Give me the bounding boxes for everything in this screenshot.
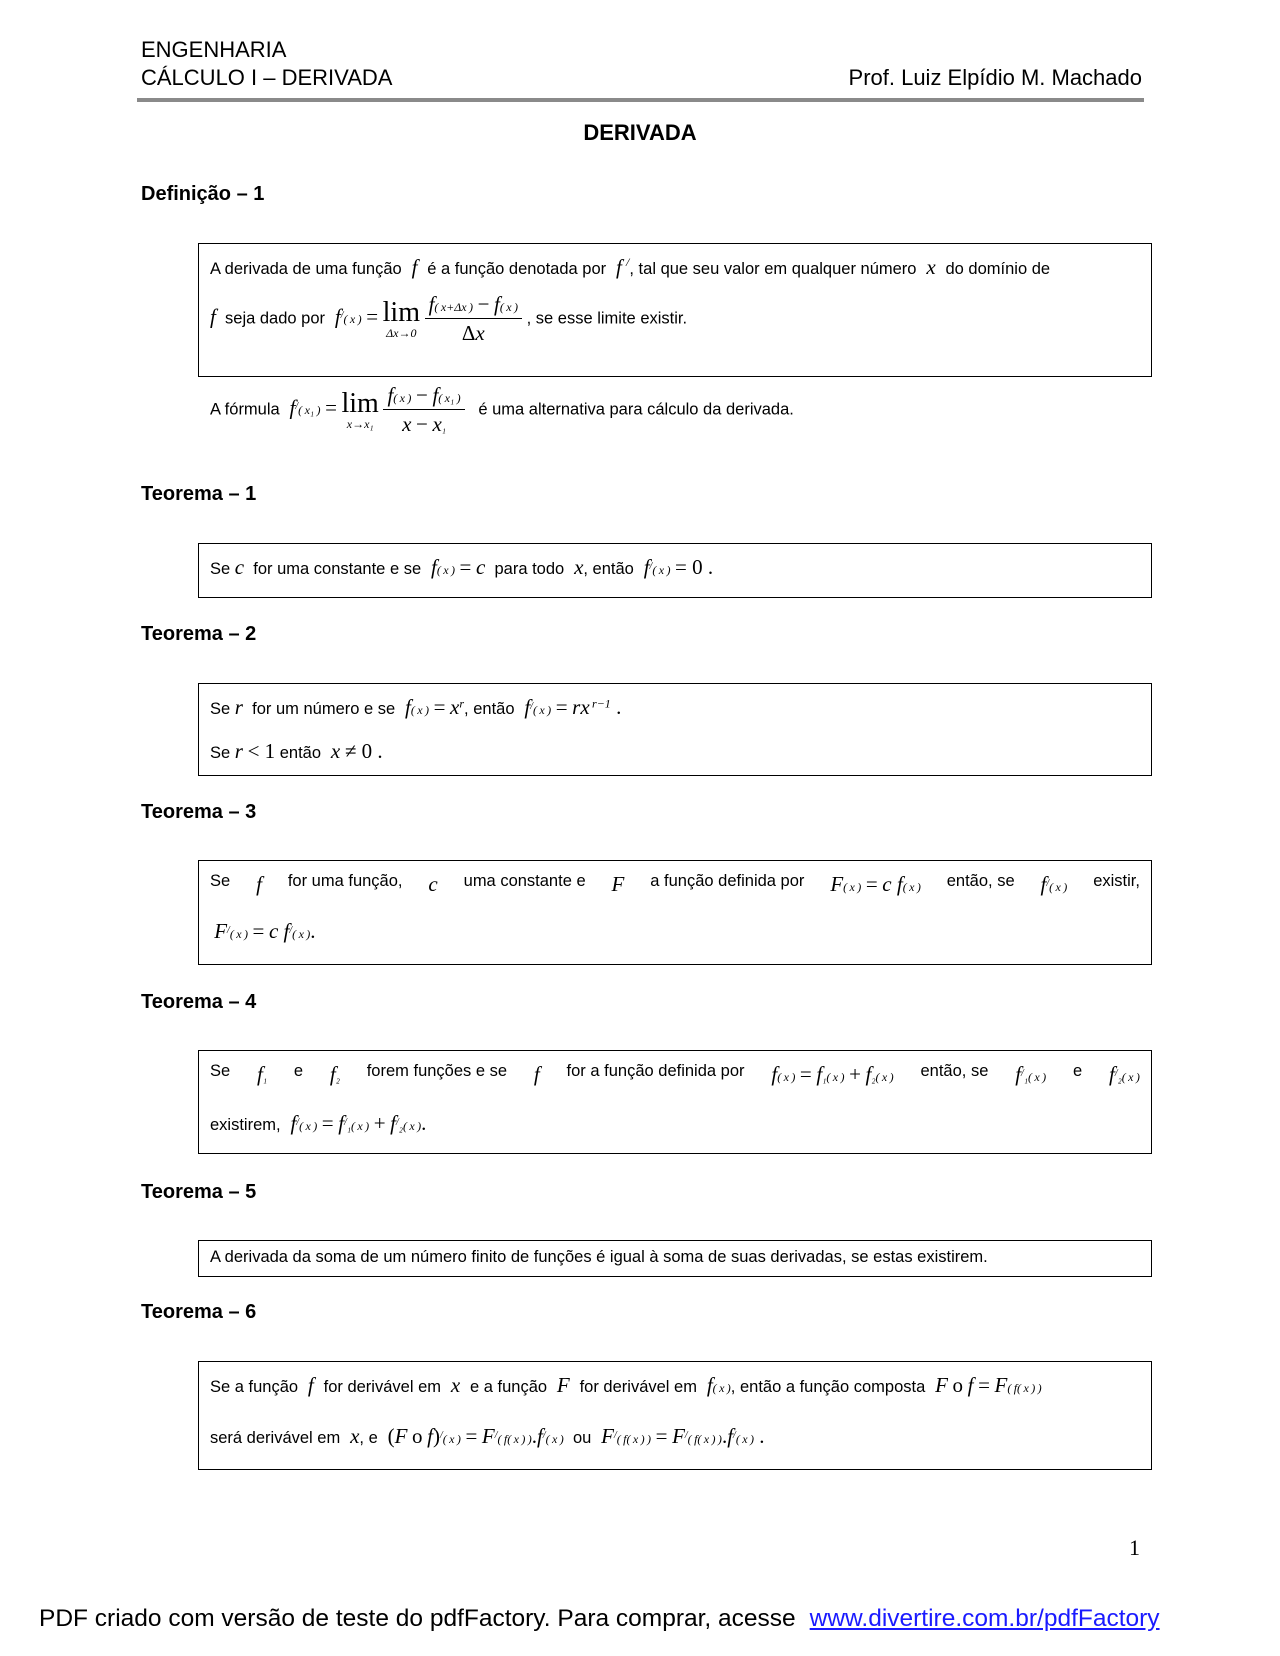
course-label: ENGENHARIA	[141, 37, 287, 62]
theorem-4-heading: Teorema – 4	[141, 991, 257, 1013]
theorem-1-line: Se c for uma constante e se f( x ) = c para todo x, então f/( x ) = 0 .	[210, 555, 714, 579]
theorem-5-box	[198, 1240, 1152, 1277]
theorem-3-line-1: Se f for uma função, c uma constante e F a função definida por F( x ) = c f( x ) então, se f/( x ) existir,	[210, 872, 1140, 896]
theorem-1-box	[198, 543, 1152, 598]
theorem-6-heading: Teorema – 6	[141, 1301, 257, 1323]
pdf-footer	[39, 1605, 1160, 1633]
theorem-3-heading: Teorema – 3	[141, 801, 257, 823]
page-title: DERIVADA	[583, 120, 697, 145]
theorem-3-line-2: F/( x ) = c f/( x ).	[210, 919, 316, 943]
definition-1-box	[198, 243, 1152, 377]
definition-1-line-2: f seja dado por f/( x ) = lim Δx→0 $\frac{f( x+\Delta x ) - f( x )}{\Delta x}$ , se esse limite existir.	[210, 292, 688, 345]
theorem-4-line-2: existirem, f/( x ) = f/₁( x ) + f/₂( x ).	[210, 1111, 427, 1135]
theorem-3-box	[198, 860, 1152, 965]
theorem-5-text: A derivada da soma de um número finito de funções é igual à soma de suas derivadas, se estas existirem.	[210, 1248, 988, 1266]
theorem-6-line-1: Se a função f for derivável em x e a função F for derivável em f( x ), então a função composta F o f = F( f( x ) )	[210, 1373, 1042, 1397]
theorem-2-heading: Teorema – 2	[141, 623, 257, 645]
author-label: Prof. Luiz Elpídio M. Machado	[848, 65, 1142, 90]
theorem-1-heading: Teorema – 1	[141, 483, 257, 505]
subject-label: CÁLCULO I – DERIVADA	[141, 65, 393, 90]
page-number: 1	[1129, 1535, 1140, 1560]
footer-text: PDF criado com versão de teste do pdfFactory. Para comprar, acesse	[39, 1605, 796, 1632]
theorem-4-line-1: Se f₁ e f₂ forem funções e se f for a função definida por f( x ) = f₁( x ) + f₂( x ) então, se f/₁( x ) e f/₂( x )	[210, 1062, 1140, 1086]
definition-1-heading: Definição – 1	[141, 183, 265, 205]
theorem-6-line-2: será derivável em x, e (F o f)/( x ) = F/( f( x ) ).f/( x ) ou F/( f( x ) ) = F/( f( x ) ).f/( x ) .	[210, 1424, 765, 1448]
definition-1-alternative: A fórmula f/( x₁ ) = lim x→x₁ $\frac{\text{f( x ) − f( x₁ )}}{\text{x − x₁}}$ é uma alternativa para cálculo da derivada.	[210, 383, 794, 436]
theorem-2-line-2: Se r < 1 então x ≠ 0 .	[210, 739, 383, 763]
theorem-4-box	[198, 1050, 1152, 1154]
footer-link[interactable]: www.divertire.com.br/pdfFactory	[809, 1605, 1160, 1632]
theorem-2-box	[198, 683, 1152, 776]
theorem-6-box	[198, 1361, 1152, 1470]
header-rule	[137, 98, 1144, 102]
theorem-2-line-1: Se r for um número e se f( x ) = $x^r$, então f/( x ) = rx $^{r-1}$ .	[210, 695, 622, 719]
theorem-5-heading: Teorema – 5	[141, 1181, 257, 1203]
definition-1-line-1: A derivada de uma função f é a função denotada por f /, tal que seu valor em qualquer número x do domínio de	[210, 255, 1051, 279]
